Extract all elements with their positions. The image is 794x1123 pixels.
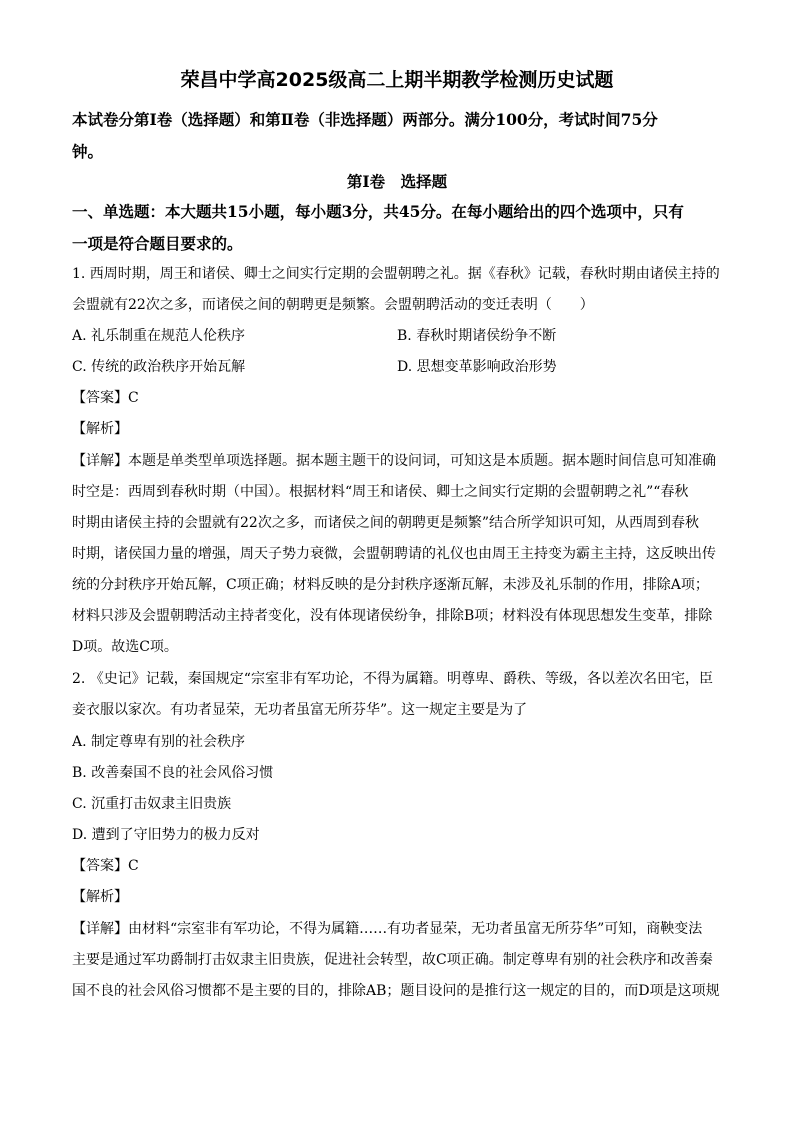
q2-stem-line-1: 2. 《史记》记载，秦国规定“宗室非有军功论，不得为属籍。明尊卑、爵秩、等级，各以差次名田宅，臣 xyxy=(72,671,713,687)
page-title: 荣昌中学高2025级高二上期半期教学检测历史试题 xyxy=(180,69,614,91)
q1-options-row-2 xyxy=(72,352,722,383)
q1-detail-line: 统的分封秩序开始瓦解，C项正确；材料反映的是分封秩序逐渐瓦解，未涉及礼乐制的作用，排除A项； xyxy=(72,577,709,593)
q2-stem-line-2: 妾衣服以家次。有功者显荣，无功者虽富无所芬华”。这一规定主要是为了 xyxy=(72,702,528,718)
q1-option-d: D. 思想变革影响政治形势 xyxy=(397,359,557,375)
q1-detail-line: 时期由诸侯主持的会盟就有22次之多，而诸侯之间的朝聘更是频繁”结合所学知识可知，从西周到春秋 xyxy=(72,515,699,531)
q1-stem-line-2: 会盟就有22次之多，而诸侯之间的朝聘更是频繁。会盟朝聘活动的变迁表明（ ） xyxy=(72,297,594,313)
q1-analysis-label: 【解析】 xyxy=(72,421,128,437)
intro-line-1: 本试卷分第Ⅰ卷（选择题）和第Ⅱ卷（非选择题）两部分。满分100分，考试时间75分 xyxy=(72,110,658,129)
intro-line-2: 钟。 xyxy=(72,142,104,161)
q2-detail-line: 主要是通过军功爵制打击奴隶主旧贵族，促进社会转型，故C项正确。制定尊卑有别的社会秩序和改善秦 xyxy=(72,952,713,968)
q2-analysis-label: 【解析】 xyxy=(72,889,128,905)
q1-option-b: B. 春秋时期诸侯纷争不断 xyxy=(397,328,557,344)
q2-answer: 【答案】C xyxy=(72,858,139,874)
q1-option-c: C. 传统的政治秩序开始瓦解 xyxy=(72,359,246,375)
q1-detail-line: 时期，诸侯国力量的增强，周天子势力衰微，会盟朝聘请的礼仪也由周王主持变为霸主主持，这反映出传 xyxy=(72,546,716,562)
q1-options-row-1 xyxy=(72,321,722,352)
q2-option-a: A. 制定尊卑有别的社会秩序 xyxy=(72,734,246,750)
q1-detail-line: 材料只涉及会盟朝聘活动主持者变化，没有体现诸侯纷争，排除B项；材料没有体现思想发生变革，排除 xyxy=(72,608,713,624)
q2-option-b: B. 改善秦国不良的社会风俗习惯 xyxy=(72,765,274,781)
q1-stem-line-1: 1. 西周时期，周王和诸侯、卿士之间实行定期的会盟朝聘之礼。据《春秋》记载，春秋时期由诸侯主持的 xyxy=(72,266,720,282)
q2-detail-line: 国不良的社会风俗习惯都不是主要的目的，排除AB；题目设问的是推行这一规定的目的，而D项是这项规 xyxy=(72,983,720,999)
section-instruction-line-2: 一项是符合题目要求的。 xyxy=(72,234,243,253)
q1-answer: 【答案】C xyxy=(72,390,139,406)
q1-detail-line: 时空是：西周到春秋时期（中国）。根据材料“周王和诸侯、卿士之间实行定期的会盟朝聘之礼”“春秋 xyxy=(72,484,689,500)
section-instruction-line-1: 一、单选题：本大题共15小题，每小题3分，共45分。在每小题给出的四个选项中，只有 xyxy=(72,202,684,221)
section-title: 第Ⅰ卷 选择题 xyxy=(346,172,448,191)
q2-option-d: D. 遭到了守旧势力的极力反对 xyxy=(72,827,260,843)
q1-option-a: A. 礼乐制重在规范人伦秩序 xyxy=(72,328,246,344)
q1-detail-line: D项。故选C项。 xyxy=(72,639,178,655)
q1-detail-line: 【详解】本题是单类型单项选择题。据本题主题干的设问词，可知这是本质题。据本题时间信息可知准确 xyxy=(72,453,716,469)
q2-detail-line: 【详解】由材料“宗室非有军功论，不得为属籍……有功者显荣，无功者虽富无所芬华”可知，商鞅变法 xyxy=(72,921,703,937)
q2-option-c: C. 沉重打击奴隶主旧贵族 xyxy=(72,796,232,812)
